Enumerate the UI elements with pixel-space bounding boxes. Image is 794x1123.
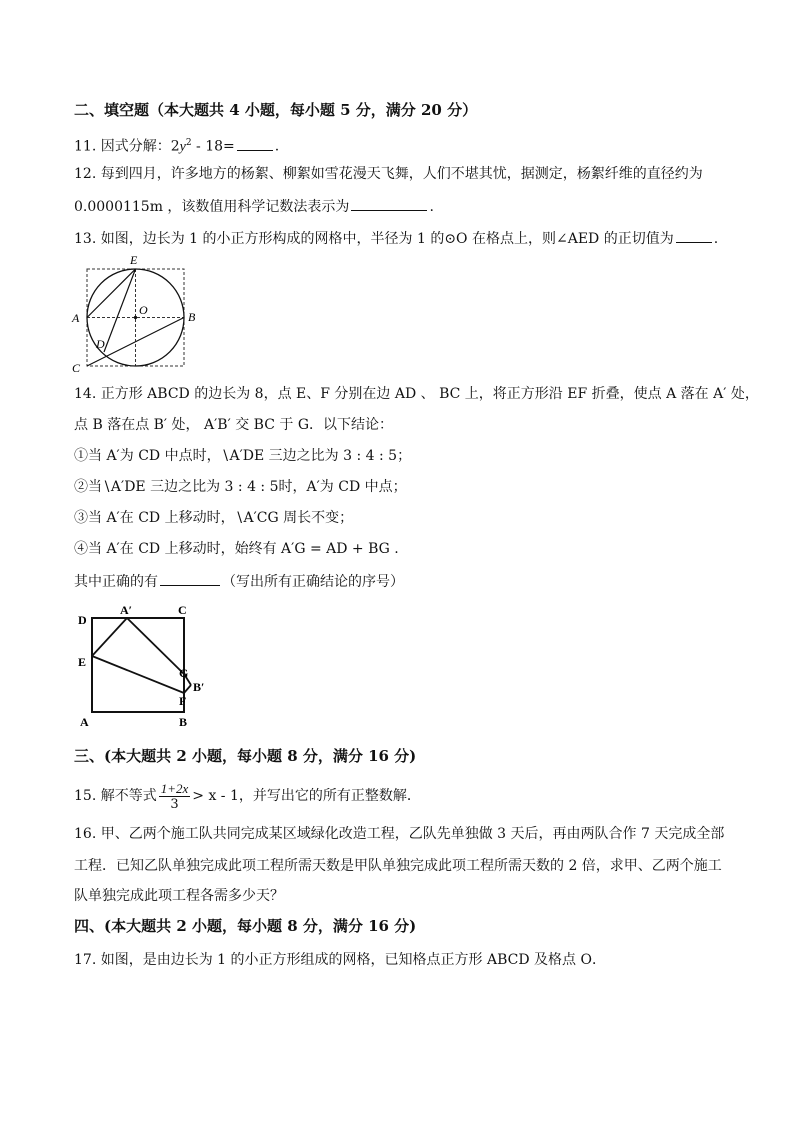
- question-14-line1: 14. 正方形 ABCD 的边长为 8，点 E、F 分别在边 AD 、 BC 上，将正方形沿 EF 折叠，使点 A 落在 A′ 处，: [74, 386, 759, 402]
- q14-square-abcd: [92, 618, 187, 712]
- question-15: [74, 780, 421, 812]
- q14-label-c: C: [178, 604, 187, 617]
- q14-label-f: F: [179, 694, 187, 708]
- section2-heading: 二、填空题（本大题共 4 小题，每小题 5 分，满分 20 分）: [74, 101, 478, 119]
- q13-label-o: O: [139, 303, 148, 317]
- q14-conclusion-2: ②当∖A′DE 三边之比为 3 : 4 : 5时，A′为 CD 中点；: [74, 479, 407, 495]
- q14-label-a1: A′: [120, 604, 133, 617]
- q13-label-d: D: [96, 337, 105, 351]
- q15-prefix: 15. 解不等式: [74, 788, 157, 804]
- q13-answer-blank[interactable]: [676, 228, 712, 243]
- question-13: [74, 228, 718, 249]
- q11-prefix: 11. 因式分解：2: [74, 138, 180, 155]
- q11-end: .: [274, 138, 280, 155]
- q14-label-b1: B′: [193, 680, 205, 694]
- question-11: [74, 133, 279, 158]
- q13-label-b: B: [188, 310, 196, 324]
- q14-label-g: G: [179, 666, 189, 680]
- q14-conclusion-1: ①当 A′为 CD 中点时，∖A′DE 三边之比为 3 : 4 : 5；: [74, 448, 412, 464]
- q15-numerator: 1+2x: [160, 780, 189, 796]
- question-16-line1: 16. 甲、乙两个施工队共同完成某区域绿化改造工程，乙队先单独做 3 天后，再由两队合作 7 天完成全部: [74, 826, 725, 842]
- q13-segment-ea: [87, 269, 136, 318]
- q14-label-a: A: [80, 715, 89, 729]
- q12-end: .: [429, 199, 434, 215]
- q13-label-a: A: [72, 311, 80, 325]
- q14-segment-ea1: [92, 618, 127, 656]
- q14-label-b: B: [179, 715, 188, 729]
- question-12-line2: [74, 196, 434, 217]
- q14-conclusion-4: ④当 A′在 CD 上移动时，始终有 A′G = AD + BG .: [74, 541, 399, 557]
- q13-label-e: E: [130, 253, 138, 267]
- question-17: 17. 如图，是由边长为 1 的小正方形组成的网格，已知格点正方形 ABCD 及格点 O．: [74, 952, 606, 968]
- q11-sup: 2: [185, 138, 192, 148]
- section4-heading: 四、(本大题共 2 小题，每小题 8 分，满分 16 分): [74, 917, 417, 935]
- question-12-line1: 12. 每到四月，许多地方的杨絮、柳絮如雪花漫天飞舞，人们不堪其忧，据测定，杨絮纤维的直径约为: [74, 166, 703, 182]
- q15-suffix: > x - 1，并写出它的所有正整数解．: [192, 788, 421, 804]
- q14-label-d: D: [78, 613, 87, 627]
- q15-fraction: [159, 781, 191, 812]
- q14-conclusion-3: ③当 A′在 CD 上移动时，∖A′CG 周长不变；: [74, 510, 354, 526]
- q14-fold-figure: [70, 604, 220, 734]
- question-16-line2: 工程．已知乙队单独完成此项工程所需天数是甲队单独完成此项工程所需天数的 2 倍，求甲、乙两个施工: [74, 858, 722, 874]
- section3-heading: 三、(本大题共 2 小题，每小题 8 分，满分 16 分): [74, 747, 417, 765]
- q11-suffix: - 18=: [191, 138, 235, 155]
- q13-circle-grid-figure: [68, 252, 198, 376]
- q14-answer-prefix: 其中正确的有: [74, 574, 158, 590]
- q14-answer-line: [74, 571, 404, 592]
- q14-answer-suffix: （写出所有正确结论的序号）: [222, 574, 404, 590]
- q12-line2-text: 0.0000115m ，该数值用科学记数法表示为: [74, 199, 350, 215]
- q14-answer-blank[interactable]: [160, 571, 220, 586]
- q13-text: 13. 如图，边长为 1 的小正方形构成的网格中，半径为 1 的⊙O 在格点上，则∠AED 的正切值为: [74, 231, 674, 247]
- question-16-line3: 队单独完成此项工程各需多少天？: [74, 888, 284, 904]
- q13-end: .: [713, 231, 719, 247]
- q12-answer-blank[interactable]: [351, 196, 427, 211]
- q11-var: y: [179, 139, 186, 155]
- q11-answer-blank[interactable]: [237, 136, 273, 151]
- q14-segment-a1g: [127, 618, 184, 674]
- question-14-line2: 点 B 落在点 B′ 处， A′B′ 交 BC 于 G．以下结论：: [74, 417, 394, 433]
- q15-denominator: 3: [170, 796, 179, 812]
- q14-segment-b1f: [184, 685, 191, 693]
- q13-center-point: [134, 316, 137, 319]
- q13-label-c: C: [72, 361, 81, 375]
- q14-label-e: E: [78, 655, 87, 669]
- q13-segment-ed: [104, 269, 136, 352]
